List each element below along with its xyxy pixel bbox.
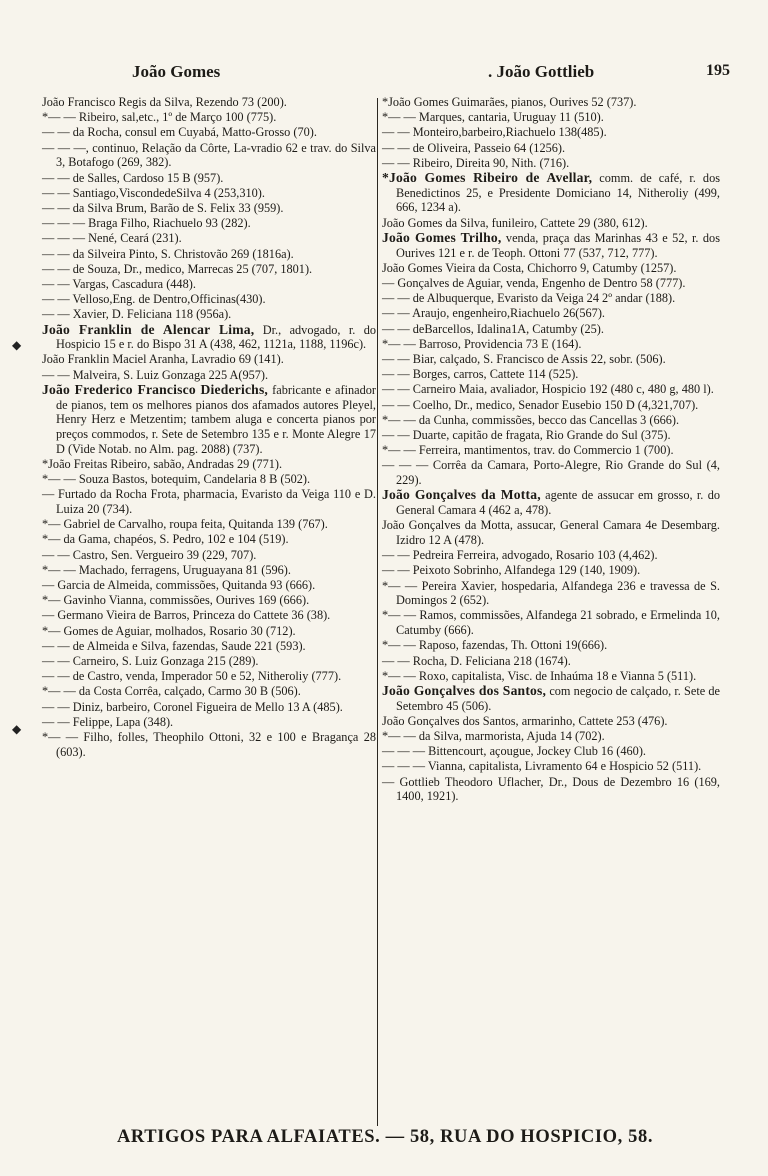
- entry-text: *— — Filho, folles, Theophilo Ottoni, 32 e 100 e Bragança 28 (603).: [42, 730, 376, 759]
- directory-entry: [42, 323, 376, 352]
- entry-text: venda, praça das Marinhas 43 e 52, r. dos Ourives 121 e r. de Teoph. Ottoni 77 (537, 712, 777).: [396, 230, 720, 260]
- directory-entry: [382, 518, 720, 547]
- entry-text: — — Velloso,Eng. de Dentro,Officinas(430).: [42, 292, 266, 307]
- directory-entry: [382, 744, 720, 759]
- entry-text: *— — da Cunha, commissões, becco das Cancellas 3 (666).: [382, 412, 680, 427]
- entry-text: — Gonçalves de Aguiar, venda, Engenho de Dentro 58 (777).: [382, 275, 686, 290]
- entry-text: — — Monteiro,barbeiro,Riachuelo 138(485).: [382, 125, 607, 140]
- entry-name: João Franklin de Alencar Lima,: [42, 321, 255, 337]
- directory-entry: [382, 579, 720, 608]
- entry-name: João Frederico Francisco Diederichs,: [42, 381, 269, 397]
- directory-entry: [382, 759, 720, 774]
- directory-entry: [382, 638, 720, 653]
- entry-text: — — Duarte, capitão de fragata, Rio Grande do Sul (375).: [382, 427, 671, 442]
- directory-entry: [42, 654, 376, 669]
- entry-text: *— — da Costa Corrêa, calçado, Carmo 30 B (506).: [42, 684, 301, 699]
- directory-entry: [42, 95, 376, 110]
- entry-text: — — Ribeiro, Direita 90, Nith. (716).: [382, 155, 570, 170]
- entry-text: João Gomes da Silva, funileiro, Cattete 29 (380, 612).: [382, 215, 648, 230]
- entry-text: — — — Vianna, capitalista, Livramento 64 e Hospicio 52 (511).: [382, 759, 702, 774]
- directory-entry: [382, 608, 720, 637]
- directory-entry: [42, 532, 376, 547]
- directory-entry: [382, 261, 720, 276]
- entry-text: — Gottlieb Theodoro Uflacher, Dr., Dous de Dezembro 16 (169, 1400, 1921).: [382, 774, 720, 804]
- directory-entry: [42, 141, 376, 170]
- entry-text: *João Freitas Ribeiro, sabão, Andradas 29 (771).: [42, 456, 283, 471]
- directory-entry: [42, 247, 376, 262]
- directory-entry: [382, 291, 720, 306]
- directory-entry: [42, 472, 376, 487]
- entry-text: — — de Souza, Dr., medico, Marrecas 25 (707, 1801).: [42, 261, 313, 276]
- entry-text: — — Santiago,ViscondedeSilva 4 (253,310).: [42, 185, 265, 200]
- entry-text: *— da Gama, chapéos, S. Pedro, 102 e 104 (519).: [42, 532, 289, 547]
- entry-text: João Franklin Maciel Aranha, Lavradio 69 (141).: [42, 352, 284, 367]
- directory-entry: [382, 156, 720, 171]
- entry-text: comm. de café, r. dos Benedictinos 25, e Presidente Domiciano 14, Nitheroliy (499, 666, 1234 a).: [396, 171, 720, 215]
- entry-text: *— — Ferreira, mantimentos, trav. do Commercio 1 (700).: [382, 443, 674, 458]
- directory-entry: [42, 277, 376, 292]
- directory-entry: [382, 337, 720, 352]
- directory-entry: [382, 714, 720, 729]
- directory-entry: [382, 382, 720, 397]
- entry-text: *— — Raposo, fazendas, Th. Ottoni 19(666).: [382, 638, 608, 653]
- directory-entry: [42, 457, 376, 472]
- directory-entry: [382, 110, 720, 125]
- directory-entry: [42, 201, 376, 216]
- entry-text: *— — Machado, ferragens, Uruguayana 81 (596).: [42, 562, 291, 577]
- entry-text: — — Xavier, D. Feliciana 118 (956a).: [42, 307, 232, 322]
- entry-text: — — deBarcellos, Idalina1A, Catumby (25).: [382, 321, 604, 336]
- directory-entry: [42, 262, 376, 277]
- entry-text: — — Peixoto Sobrinho, Alfandega 129 (140, 1909).: [382, 563, 641, 578]
- entry-name: João Gonçalves dos Santos,: [382, 682, 547, 698]
- entry-text: *— — Barroso, Providencia 73 E (164).: [382, 336, 582, 351]
- entry-text: *— — Roxo, capitalista, Visc. de Inhaúma 18 e Vianna 5 (511).: [382, 668, 697, 683]
- directory-entry: [382, 563, 720, 578]
- entry-text: João Gonçalves da Motta, assucar, General Camara 4e Desembarg. Izidro 12 A (478).: [382, 518, 720, 547]
- entry-text: *— — Pereira Xavier, hospedaria, Alfandega 236 e travessa de S. Domingos 2 (652).: [382, 578, 720, 608]
- entry-text: *— Gabriel de Carvalho, roupa feita, Quitanda 139 (767).: [42, 517, 328, 532]
- directory-entry: [42, 548, 376, 563]
- directory-entry: [42, 186, 376, 201]
- directory-entry: [382, 413, 720, 428]
- directory-entry: [382, 367, 720, 382]
- entry-text: — Furtado da Rocha Frota, pharmacia, Evaristo da Veiga 110 e D. Luiza 20 (734).: [42, 487, 376, 516]
- directory-entry: [382, 654, 720, 669]
- directory-entry: [382, 669, 720, 684]
- directory-entry: [382, 428, 720, 443]
- entry-text: — — —, continuo, Relação da Côrte, La-vradio 62 e trav. do Silva 3, Botafogo (269, 382).: [42, 140, 376, 170]
- entry-text: *— — Marques, cantaria, Uruguay 11 (510).: [382, 110, 604, 125]
- directory-entry: [382, 775, 720, 804]
- entry-text: — — Carneiro, S. Luiz Gonzaga 215 (289).: [42, 654, 259, 669]
- entry-text: *João Gomes Guimarães, pianos, Ourives 52 (737).: [382, 95, 637, 109]
- directory-entry: [382, 488, 720, 517]
- entry-text: João Gonçalves dos Santos, armarinho, Cattete 253 (476).: [382, 713, 668, 728]
- margin-mark: ◆: [12, 338, 22, 352]
- directory-entry: [42, 715, 376, 730]
- entry-text: — — de Albuquerque, Evaristo da Veiga 24 2º andar (188).: [382, 291, 676, 306]
- entry-text: — — de Castro, venda, Imperador 50 e 52, Nitheroliy (777).: [42, 669, 342, 684]
- directory-entry: [382, 443, 720, 458]
- directory-entry: [42, 171, 376, 186]
- directory-entry: [42, 730, 376, 759]
- directory-entry: [382, 171, 720, 215]
- directory-entry: [382, 352, 720, 367]
- directory-entry: [382, 729, 720, 744]
- entry-text: — — Rocha, D. Feliciana 218 (1674).: [382, 653, 571, 668]
- entry-text: com negocio de calçado, r. Sete de Setembro 45 (506).: [396, 683, 720, 713]
- running-header: [40, 62, 730, 86]
- entry-text: — — Castro, Sen. Vergueiro 39 (229, 707).: [42, 547, 257, 562]
- left-column: [42, 95, 376, 760]
- entry-text: — — — Bittencourt, açougue, Jockey Club 16 (460).: [382, 744, 646, 759]
- directory-entry: [42, 292, 376, 307]
- entry-name: *João Gomes Ribeiro de Avellar,: [382, 170, 593, 186]
- directory-entry: [382, 398, 720, 413]
- entry-text: — — Biar, calçado, S. Francisco de Assis 22, sobr. (506).: [382, 351, 666, 366]
- entry-text: *— — da Silva, marmorista, Ajuda 14 (702).: [382, 729, 605, 744]
- entry-text: *— — Ramos, commissões, Alfandega 21 sobrado, e Ermelinda 10, Catumby (666).: [382, 608, 720, 638]
- entry-text: fabricante e afinador de pianos, tem os melhores pianos dos afamados autores Pleyel, Henry Herz e Metzentim; tambem aluga e concerta pianos por preços commodos, r. Sete de Setembro 135 e r. Monte Alegre 17 D (Vide Notab. no Alm. pag. 2088) (737).: [56, 382, 376, 456]
- page-number: 195: [706, 62, 730, 79]
- entry-text: — — da Rocha, consul em Cuyabá, Matto-Grosso (70).: [42, 125, 317, 140]
- entry-text: — — — Braga Filho, Riachuelo 93 (282).: [42, 216, 251, 231]
- directory-entry: [42, 125, 376, 140]
- entry-text: — — — Corrêa da Camara, Porto-Alegre, Rio Grande do Sul (4, 229).: [382, 458, 720, 488]
- entry-name: João Gonçalves da Motta,: [382, 487, 541, 503]
- entry-text: — — Coelho, Dr., medico, Senador Eusebio 150 D (4,321,707).: [382, 397, 699, 412]
- directory-entry: [42, 368, 376, 383]
- entry-text: *— — Ribeiro, sal,etc., 1º de Março 100 (775).: [42, 110, 277, 125]
- entry-text: — — de Almeida e Silva, fazendas, Saude 221 (593).: [42, 638, 306, 653]
- footer-advert: ARTIGOS PARA ALFAIATES. — 58, RUA DO HOSPICIO, 58.: [116, 1127, 654, 1147]
- directory-entry: [382, 141, 720, 156]
- entry-text: — — de Salles, Cardoso 15 B (957).: [42, 170, 224, 185]
- directory-entry: [42, 669, 376, 684]
- directory-entry: [382, 548, 720, 563]
- entry-text: — — — Nené, Ceará (231).: [42, 231, 182, 246]
- directory-entry: [382, 95, 720, 110]
- directory-entry: [382, 231, 720, 260]
- entry-text: — — Malveira, S. Luiz Gonzaga 225 A(957).: [42, 367, 269, 382]
- entry-text: — — de Oliveira, Passeio 64 (1256).: [382, 140, 566, 155]
- directory-entry: [42, 578, 376, 593]
- entry-text: — — Vargas, Cascadura (448).: [42, 276, 196, 291]
- directory-entry: [382, 684, 720, 713]
- column-divider: [377, 98, 378, 1126]
- entry-text: agente de assucar em grosso, r. do General Camara 4 (462 a, 478).: [396, 488, 721, 517]
- directory-entry: [42, 624, 376, 639]
- directory-entry: [42, 352, 376, 367]
- directory-entry: [42, 593, 376, 608]
- directory-entry: [42, 563, 376, 578]
- directory-entry: [42, 110, 376, 125]
- directory-entry: [42, 639, 376, 654]
- directory-entry: [42, 608, 376, 623]
- directory-entry: [382, 125, 720, 140]
- entry-text: — — Diniz, barbeiro, Coronel Figueira de Mello 13 A (485).: [42, 699, 343, 714]
- directory-entry: [42, 307, 376, 322]
- directory-entry: [42, 517, 376, 532]
- directory-entry: [42, 231, 376, 246]
- entry-text: — — da Silveira Pinto, S. Christovão 269 (1816a).: [42, 246, 294, 261]
- entry-text: *— Gavinho Vianna, commissões, Ourives 169 (666).: [42, 593, 310, 608]
- header-right-title: . João Gottlieb: [488, 62, 595, 81]
- entry-text: — — Carneiro Maia, avaliador, Hospicio 192 (480 c, 480 g, 480 l).: [382, 382, 714, 397]
- directory-entry: [42, 700, 376, 715]
- entry-text: *— Gomes de Aguiar, molhados, Rosario 30 (712).: [42, 623, 296, 638]
- entry-text: João Francisco Regis da Silva, Rezendo 73 (200).: [42, 95, 287, 109]
- entry-text: João Gomes Vieira da Costa, Chichorro 9, Catumby (1257).: [382, 260, 677, 275]
- header-left-title: João Gomes: [132, 62, 221, 81]
- entry-text: — Garcia de Almeida, commissões, Quitanda 93 (666).: [42, 578, 316, 592]
- entry-text: Dr., advogado, r. do Hospicio 15 e r. do Bispo 31 A (438, 462, 1121a, 1188, 1196c).: [56, 322, 376, 352]
- entry-text: — — Borges, carros, Cattete 114 (525).: [382, 367, 579, 382]
- directory-entry: [382, 306, 720, 321]
- margin-mark: ◆: [12, 722, 22, 736]
- entry-text: *— — Souza Bastos, botequim, Candelaria 8 B (502).: [42, 472, 311, 487]
- entry-text: — — da Silva Brum, Barão de S. Felix 33 (959).: [42, 200, 284, 215]
- directory-entry: [382, 322, 720, 337]
- directory-entry: [382, 458, 720, 487]
- entry-text: — Germano Vieira de Barros, Princeza do Cattete 36 (38).: [42, 608, 331, 623]
- directory-entry: [382, 216, 720, 231]
- entry-name: João Gomes Trilho,: [382, 229, 502, 245]
- entry-text: — — Pedreira Ferreira, advogado, Rosario 103 (4,462).: [382, 548, 658, 563]
- directory-entry: [382, 276, 720, 291]
- entry-text: — — Felippe, Lapa (348).: [42, 714, 174, 729]
- directory-entry: [42, 383, 376, 457]
- right-column: [382, 95, 720, 805]
- directory-entry: [42, 216, 376, 231]
- entry-text: — — Araujo, engenheiro,Riachuelo 26(567).: [382, 306, 605, 321]
- directory-entry: [42, 487, 376, 516]
- directory-entry: [42, 684, 376, 699]
